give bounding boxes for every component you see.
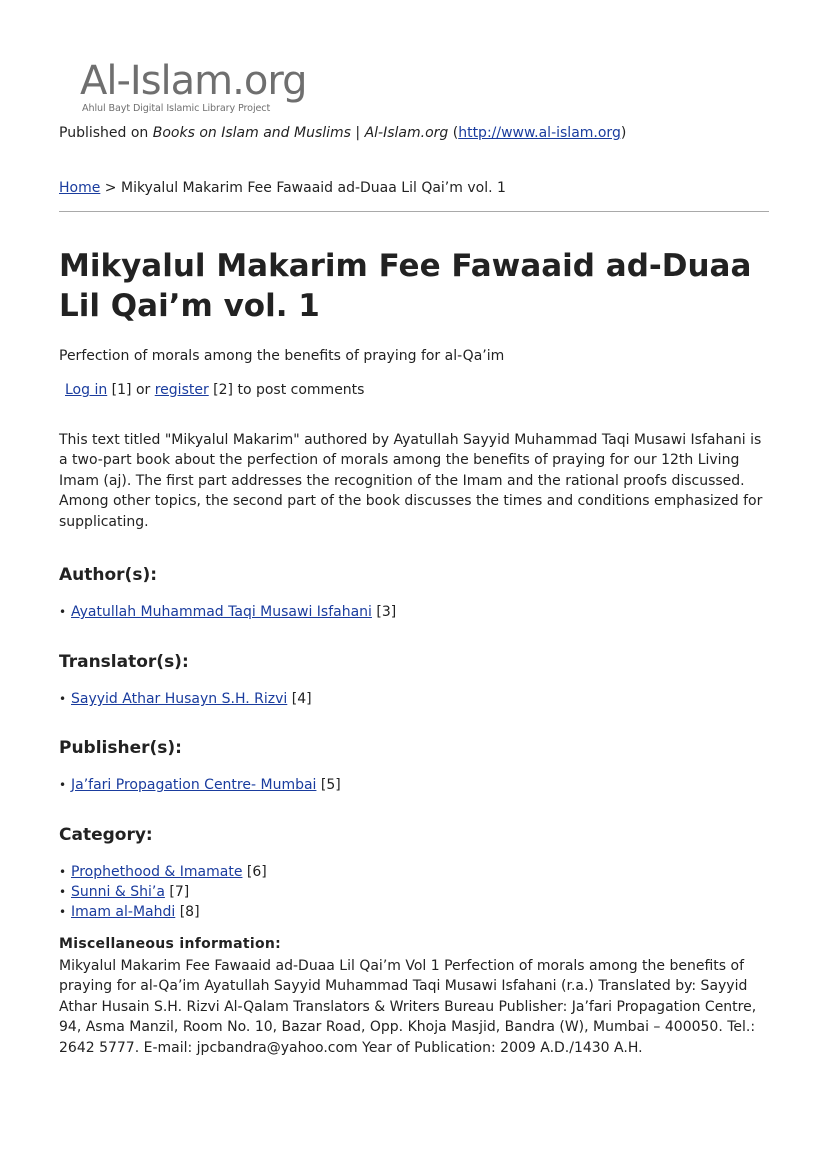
published-site-name: Books on Islam and Muslims | Al-Islam.org: [152, 125, 449, 141]
publisher-link[interactable]: Ja’fari Propagation Centre- Mumbai: [71, 777, 317, 793]
publishers-list: [59, 775, 341, 795]
list-item: [59, 862, 267, 882]
category-link-imam-mahdi[interactable]: Imam al-Mahdi: [71, 904, 176, 920]
logo-wordmark: Al-Islam.org: [80, 58, 307, 104]
login-ref: [1] or: [107, 382, 155, 398]
divider: [59, 211, 769, 212]
book-description: This text titled "Mikyalul Makarim" authored by Ayatullah Sayyid Muhammad Taqi Musawi Isfahani is a two-part book about the perfection of morals among the benefits of praying for our 12th Living Imam (aj). The first part addresses the recognition of the Imam and the rational proofs discussed. Among other topics, the second part of the book discusses the times and conditions emphasized for supplicating.: [59, 432, 763, 530]
list-item: [59, 775, 341, 795]
logo-tagline: Ahlul Bayt Digital Islamic Library Project: [82, 103, 271, 114]
page-subtitle: Perfection of morals among the benefits of praying for al-Qa’im: [59, 348, 505, 364]
publisher-ref: [5]: [316, 777, 341, 793]
list-item: [59, 902, 267, 922]
category-ref: [8]: [175, 904, 200, 920]
misc-text: Mikyalul Makarim Fee Fawaaid ad-Duaa Lil Qai’m Vol 1 Perfection of morals among the benefits of praying for al-Qa’im Ayatullah Sayyid Muhammad Taqi Musawi Isfahani (r.a.) Translated by: Sayyid Athar Husain S.H. Rizvi Al-Qalam Translators & Writers Bureau Publisher: Ja’fari Propagation Centre, 94, Asma Manzil, Room No. 10, Bazar Road, Opp. Khoja Masjid, Bandra (W), Mumbai – 400050. Tel.: 2642 5777. E-mail: jpcbandra@yahoo.com Year of Publication: 2009 A.D./1430 A.H.: [59, 958, 757, 1056]
author-link[interactable]: Ayatullah Muhammad Taqi Musawi Isfahani: [71, 604, 372, 620]
category-heading: Category:: [59, 825, 153, 845]
breadcrumb-current: Mikyalul Makarim Fee Fawaaid ad-Duaa Lil Qai’m vol. 1: [120, 180, 506, 196]
register-link[interactable]: register: [154, 382, 209, 398]
author-ref: [3]: [371, 604, 397, 620]
category-link-prophethood[interactable]: Prophethood & Imamate: [71, 864, 243, 880]
list-item: [59, 882, 267, 902]
authors-heading: Author(s):: [59, 565, 158, 585]
list-item: [59, 689, 312, 709]
breadcrumb: [59, 180, 506, 196]
breadcrumb-separator: >: [100, 180, 121, 196]
translator-ref: [4]: [287, 691, 312, 707]
comments-prompt: [65, 382, 364, 398]
published-prefix: Published on: [59, 125, 153, 141]
misc-heading: Miscellaneous information:: [59, 936, 282, 952]
published-line: [59, 125, 626, 141]
list-item: [59, 602, 396, 622]
published-paren-open: (: [448, 125, 459, 141]
authors-list: [59, 602, 396, 622]
site-logo[interactable]: [80, 58, 320, 120]
category-ref: [7]: [164, 884, 190, 900]
category-list: [59, 862, 267, 922]
site-url-link[interactable]: http://www.al-islam.org: [458, 125, 621, 141]
translators-list: [59, 689, 312, 709]
translator-link[interactable]: Sayyid Athar Husayn S.H. Rizvi: [71, 691, 288, 707]
category-ref: [6]: [242, 864, 267, 880]
published-paren-close: ): [620, 125, 627, 141]
page-title: Mikyalul Makarim Fee Fawaaid ad-Duaa Lil Qai’m vol. 1: [59, 248, 752, 324]
register-ref: [2] to post comments: [208, 382, 365, 398]
breadcrumb-home-link[interactable]: Home: [59, 180, 101, 196]
category-link-sunni-shia[interactable]: Sunni & Shi’a: [71, 884, 165, 900]
publishers-heading: Publisher(s):: [59, 738, 182, 758]
translators-heading: Translator(s):: [59, 652, 189, 672]
login-link[interactable]: Log in: [65, 382, 108, 398]
